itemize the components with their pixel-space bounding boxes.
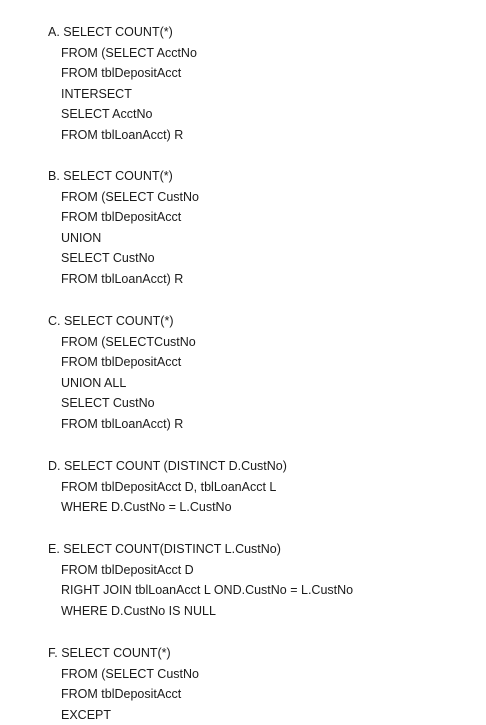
option-b-line-1: B. SELECT COUNT(*) — [48, 169, 173, 183]
option-a-line-4: INTERSECT — [61, 86, 132, 101]
option-f-line-3: FROM tblDepositAcct — [61, 687, 182, 702]
option-d — [48, 456, 478, 518]
option-b-line-2: FROM (SELECT CustNo — [61, 189, 199, 204]
option-a — [48, 22, 478, 146]
option-a-line-5: SELECT AcctNo — [61, 107, 153, 122]
option-c-line-5: SELECT CustNo — [61, 396, 155, 411]
option-b — [48, 166, 478, 290]
option-f — [48, 643, 478, 725]
option-c — [48, 311, 478, 435]
option-e — [48, 539, 478, 621]
option-f-line-1: F. SELECT COUNT(*) — [48, 646, 171, 660]
option-d-line-3: WHERE D.CustNo = L.CustNo — [61, 500, 232, 515]
option-d-line-1: D. SELECT COUNT (DISTINCT D.CustNo) — [48, 459, 287, 473]
option-c-line-6: FROM tblLoanAcct) R — [61, 416, 184, 431]
option-c-line-4: UNION ALL — [61, 375, 127, 390]
option-e-line-4: WHERE D.CustNo IS NULL — [61, 603, 216, 618]
option-a-line-3: FROM tblDepositAcct — [61, 66, 182, 81]
option-b-line-6: FROM tblLoanAcct) R — [61, 271, 184, 286]
option-e-line-3: RIGHT JOIN tblLoanAcct L OND.CustNo = L.CustNo — [61, 583, 354, 598]
option-a-line-6: FROM tblLoanAcct) R — [61, 127, 184, 142]
option-b-line-4: UNION — [61, 230, 102, 245]
option-b-line-3: FROM tblDepositAcct — [61, 210, 182, 225]
option-d-line-2: FROM tblDepositAcct D, tblLoanAcct L — [61, 479, 277, 494]
option-a-line-2: FROM (SELECT AcctNo — [61, 45, 197, 60]
option-b-line-5: SELECT CustNo — [61, 251, 155, 266]
option-c-line-1: C. SELECT COUNT(*) — [48, 314, 174, 328]
option-c-line-3: FROM tblDepositAcct — [61, 355, 182, 370]
option-a-line-1: A. SELECT COUNT(*) — [48, 25, 173, 39]
option-f-line-4: EXCEPT — [61, 707, 112, 722]
option-e-line-2: FROM tblDepositAcct D — [61, 562, 194, 577]
option-e-line-1: E. SELECT COUNT(DISTINCT L.CustNo) — [48, 542, 281, 556]
option-f-line-2: FROM (SELECT CustNo — [61, 666, 199, 681]
option-c-line-2: FROM (SELECTCustNo — [61, 334, 196, 349]
